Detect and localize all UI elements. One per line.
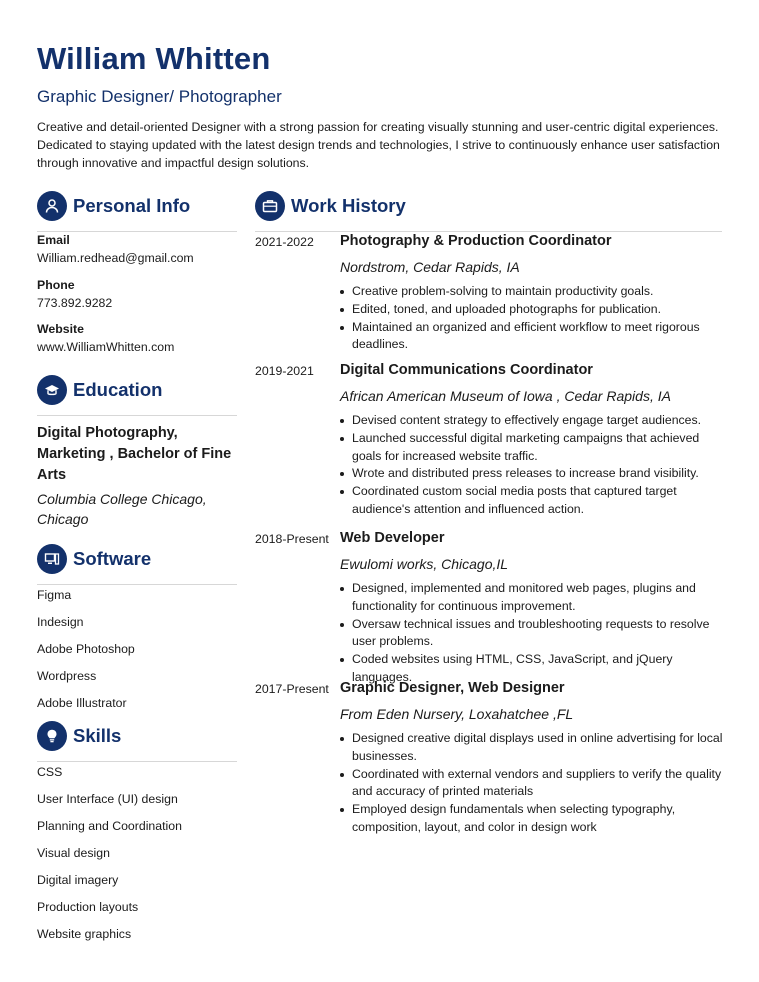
- education-school: Columbia College Chicago, Chicago: [37, 491, 207, 527]
- skill-item: Website graphics: [37, 927, 132, 941]
- skill-item: User Interface (UI) design: [37, 792, 178, 806]
- job-company: Ewulomi works, Chicago,IL: [340, 556, 509, 572]
- software-divider: [37, 584, 237, 585]
- job-bullets: [340, 580, 725, 687]
- work-history-title: Work History: [291, 195, 406, 216]
- job-entry: [255, 233, 725, 358]
- software-list: [37, 588, 237, 723]
- personal-info-block: [37, 233, 237, 354]
- summary: Creative and detail-oriented Designer with a strong passion for creating visually stunning and user-centric digital experiences. Dedicated to staying updated with the latest design trends and technologies, I strive to continuously enhance user satisfaction through innovative and impactful design solutions.: [37, 120, 720, 170]
- job-bullet: Maintained an organized and efficient workflow to meet rigorous deadlines.: [340, 319, 725, 355]
- email-label: Email: [37, 233, 70, 247]
- job-title: Digital Communications Coordinator: [340, 362, 593, 378]
- job-bullet: Coordinated custom social media posts that captured target audience's attention and influenced action.: [340, 483, 725, 519]
- job-company: Nordstrom, Cedar Rapids, IA: [340, 259, 520, 275]
- phone-value: 773.892.9282: [37, 296, 113, 310]
- job-bullet: Edited, toned, and uploaded photographs for publication.: [340, 301, 725, 319]
- computer-icon: [37, 544, 67, 574]
- skill-item: Production layouts: [37, 900, 139, 914]
- education-block: [37, 423, 237, 529]
- skill-item: CSS: [37, 765, 63, 779]
- job-date: 2017-Present: [255, 682, 329, 696]
- candidate-name: William Whitten: [37, 41, 271, 76]
- graduation-cap-icon: [37, 375, 67, 405]
- job-bullets: [340, 730, 725, 837]
- software-item: Figma: [37, 588, 72, 602]
- skill-item: Visual design: [37, 846, 110, 860]
- software-item: Adobe Illustrator: [37, 696, 127, 710]
- personal-info-title: Personal Info: [73, 195, 191, 216]
- job-title: Photography & Production Coordinator: [340, 233, 612, 249]
- software-item: Adobe Photoshop: [37, 642, 135, 656]
- job-bullet: Oversaw technical issues and troubleshooting requests to resolve user problems.: [340, 616, 725, 652]
- lightbulb-icon: [37, 721, 67, 751]
- skills-divider: [37, 761, 237, 762]
- software-title: Software: [73, 548, 152, 569]
- skill-item: Planning and Coordination: [37, 819, 182, 833]
- job-bullet: Launched successful digital marketing campaigns that achieved goals for increased website traffic.: [340, 430, 725, 466]
- software-item: Indesign: [37, 615, 84, 629]
- education-title: Education: [73, 379, 163, 400]
- skills-title: Skills: [73, 725, 122, 746]
- education-divider: [37, 415, 237, 416]
- job-bullet: Designed creative digital displays used in online advertising for local businesses.: [340, 730, 725, 766]
- job-entry: [255, 680, 725, 840]
- personal-info-heading: [37, 191, 237, 223]
- job-bullets: [340, 412, 725, 519]
- job-date: 2021-2022: [255, 235, 314, 249]
- software-heading: [37, 544, 237, 576]
- website-value: www.WilliamWhitten.com: [37, 340, 175, 354]
- job-bullet: Creative problem-solving to maintain productivity goals.: [340, 283, 725, 301]
- personal-info-divider: [37, 231, 237, 232]
- job-bullet: Wrote and distributed press releases to increase brand visibility.: [340, 465, 725, 483]
- job-bullet: Coordinated with external vendors and suppliers to verify the quality and accuracy of printed materials: [340, 766, 725, 802]
- job-company: From Eden Nursery, Loxahatchee ,FL: [340, 706, 574, 722]
- candidate-title: Graphic Designer/ Photographer: [37, 87, 282, 106]
- job-bullet: Designed, implemented and monitored web pages, plugins and functionality for continuous improvement.: [340, 580, 725, 616]
- job-title: Graphic Designer, Web Designer: [340, 680, 565, 696]
- job-bullet: Coded websites using HTML, CSS, JavaScript, and jQuery languages.: [340, 651, 725, 687]
- job-entry: [255, 530, 725, 684]
- skills-list: [37, 765, 237, 954]
- briefcase-icon: [255, 191, 285, 221]
- job-company: African American Museum of Iowa , Cedar Rapids, IA: [340, 388, 671, 404]
- job-bullets: [340, 283, 725, 354]
- job-bullet: Devised content strategy to effectively engage target audiences.: [340, 412, 725, 430]
- job-bullet: Employed design fundamentals when selecting typography, composition, layout, and color in design work: [340, 801, 725, 837]
- job-title: Web Developer: [340, 530, 445, 546]
- email-value: William.redhead@gmail.com: [37, 251, 194, 265]
- phone-label: Phone: [37, 278, 75, 292]
- website-label: Website: [37, 322, 84, 336]
- work-history-divider: [255, 231, 722, 232]
- person-icon: [37, 191, 67, 221]
- education-degree: Digital Photography, Marketing , Bachelor of Fine Arts: [37, 425, 232, 483]
- education-heading: [37, 375, 237, 407]
- software-item: Wordpress: [37, 669, 97, 683]
- work-history-heading: [255, 191, 722, 223]
- job-entry: [255, 362, 725, 522]
- skill-item: Digital imagery: [37, 873, 119, 887]
- skills-heading: [37, 721, 237, 753]
- job-date: 2019-2021: [255, 364, 314, 378]
- job-date: 2018-Present: [255, 532, 329, 546]
